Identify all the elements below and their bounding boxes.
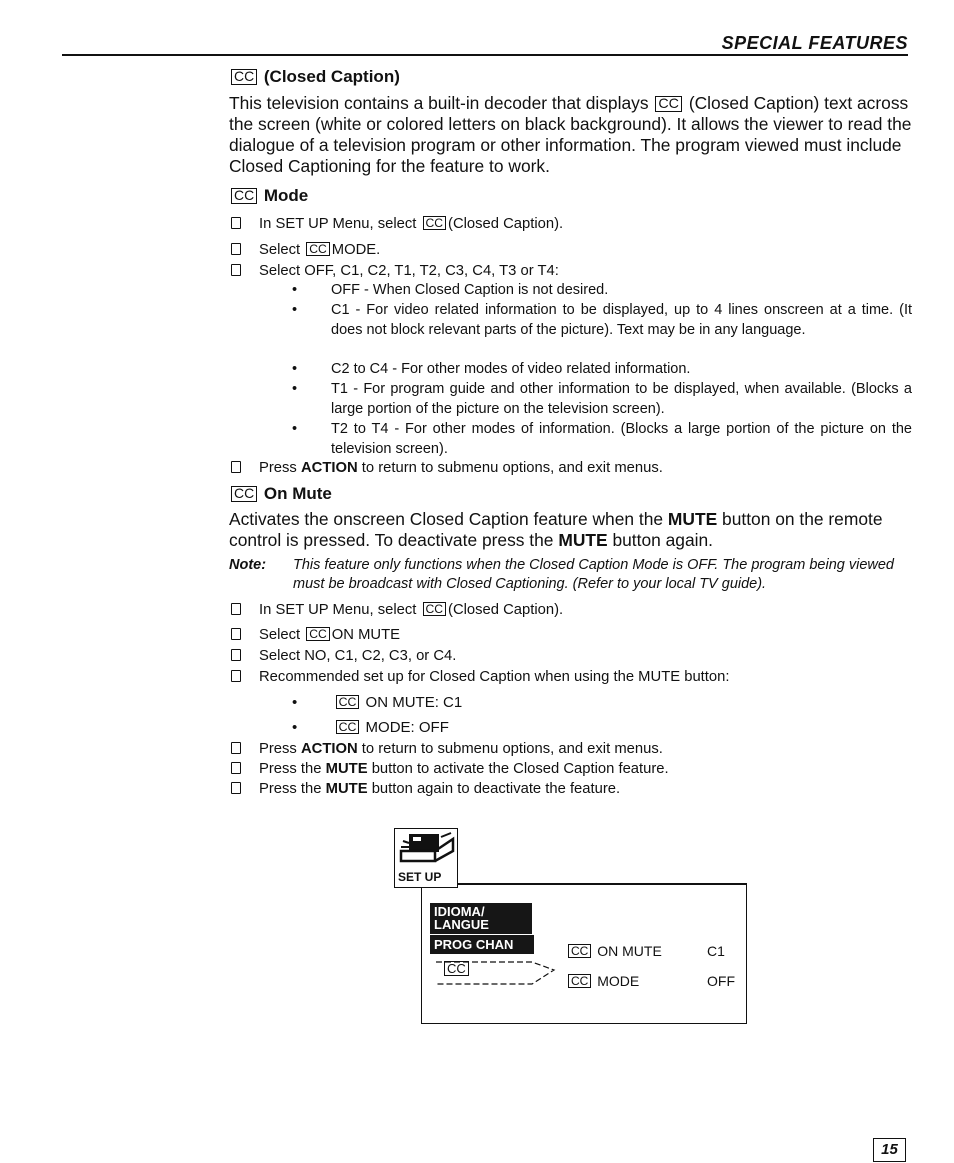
note-label: Note: — [229, 557, 267, 573]
step-text: Select OFF, C1, C2, T1, T2, C3, C4, T3 or T4: — [259, 263, 559, 279]
menu-row-label: ON MUTE — [597, 943, 662, 959]
desc-text: button again. — [612, 530, 714, 550]
cc-icon: CC — [231, 188, 257, 204]
on-mute-step-3 — [231, 646, 456, 666]
mode-step-2 — [231, 240, 380, 260]
step-text: In SET UP Menu, select — [259, 216, 417, 232]
cc-icon: CC — [655, 96, 682, 112]
step-text: (Closed Caption). — [448, 602, 564, 618]
mode-bullet-t2t4 — [292, 420, 912, 459]
rec-text: ON MUTE: C1 — [365, 694, 463, 711]
step-text: Select — [259, 627, 301, 643]
step-text: to return to submenu options, and exit menus. — [361, 741, 663, 757]
on-mute-step-4 — [231, 667, 729, 687]
setup-label: SET UP — [398, 870, 442, 884]
step-bold: MUTE — [325, 781, 368, 797]
checkbox-icon — [231, 243, 241, 255]
cc-icon: CC — [231, 69, 257, 85]
intro-text-a: This television contains a built-in decoder that displays — [229, 93, 649, 113]
on-mute-heading — [229, 484, 332, 504]
mode-bullet-c1 — [292, 301, 912, 340]
checkbox-icon — [231, 649, 241, 661]
desc-bold: MUTE — [667, 509, 718, 529]
checkbox-icon — [231, 264, 241, 276]
menu-row-on-mute-value: C1 — [707, 943, 725, 959]
mode-bullet-t1 — [292, 380, 912, 419]
step-text: to return to submenu options, and exit menus. — [361, 460, 663, 476]
cc-icon: CC — [306, 627, 330, 641]
step-text: (Closed Caption). — [448, 216, 564, 232]
menu-row-mode-value: OFF — [707, 973, 735, 989]
step-text: In SET UP Menu, select — [259, 602, 417, 618]
bullet-icon: • — [292, 694, 298, 711]
step-bold: ACTION — [300, 460, 358, 476]
step-bold: ACTION — [300, 741, 358, 757]
step-text: ON MUTE — [331, 627, 400, 643]
step-text: button to activate the Closed Caption feature. — [371, 761, 669, 777]
bullet-text: C2 to C4 - For other modes of video related information. — [331, 361, 691, 377]
section-title: SPECIAL FEATURES — [721, 33, 908, 53]
checkbox-icon — [231, 603, 241, 615]
bullet-icon: • — [292, 361, 298, 377]
menu-row-mode[interactable] — [566, 973, 639, 989]
desc-text: Activates the onscreen Closed Caption feature when the — [229, 509, 664, 529]
on-mute-step-6 — [231, 759, 669, 779]
cc-icon: CC — [336, 695, 360, 709]
menu-item-language[interactable] — [430, 903, 532, 934]
step-text: Press — [259, 741, 297, 757]
step-text: MODE. — [331, 242, 381, 258]
step-text: Recommended set up for Closed Caption when using the MUTE button: — [259, 669, 730, 685]
closed-caption-intro — [229, 93, 912, 177]
cc-icon: CC — [231, 486, 257, 502]
bullet-icon: • — [292, 302, 298, 318]
bullet-text: C1 - For video related information to be displayed, up to 4 lines onscreen at a time. (It does not block relevant parts of the picture). Text may be in any language. — [331, 302, 912, 338]
on-mute-step-1 — [231, 600, 563, 620]
on-mute-step-7 — [231, 779, 620, 799]
toolbox-icon — [395, 829, 457, 869]
on-mute-heading-text: On Mute — [263, 484, 332, 503]
checkbox-icon — [231, 670, 241, 682]
mode-step-1 — [231, 214, 563, 234]
on-mute-description — [229, 509, 912, 551]
step-text: Press the — [259, 781, 322, 797]
checkbox-icon — [231, 461, 241, 473]
recommended-on-mute — [292, 693, 462, 713]
mode-step-3 — [231, 261, 559, 281]
cc-icon: CC — [568, 944, 591, 958]
on-mute-step-2 — [231, 625, 400, 645]
header-rule — [62, 54, 908, 56]
bullet-icon: • — [292, 421, 298, 437]
mode-heading — [229, 186, 308, 206]
checkbox-icon — [231, 628, 241, 640]
cc-icon: CC — [423, 216, 447, 230]
step-text: button again to deactivate the feature. — [371, 781, 621, 797]
bullet-icon: • — [292, 282, 298, 298]
menu-item-cc-selected[interactable] — [434, 958, 560, 986]
mode-bullet-off — [292, 281, 912, 301]
menu-item-prog-chan[interactable]: PROG CHAN — [430, 935, 534, 954]
closed-caption-heading-text: (Closed Caption) — [263, 67, 400, 86]
step-text: Select — [259, 242, 301, 258]
step-text: Select NO, C1, C2, C3, or C4. — [259, 648, 457, 664]
closed-caption-heading — [229, 67, 400, 87]
checkbox-icon — [231, 217, 241, 229]
rec-text: MODE: OFF — [365, 719, 449, 736]
note-text: This feature only functions when the Closed Caption Mode is OFF. The program being viewed must be broadcast with Closed Captioning. (Refer to your local TV guide). — [293, 557, 894, 592]
bullet-icon: • — [292, 381, 298, 397]
bullet-text: OFF - When Closed Caption is not desired. — [331, 282, 609, 298]
menu-item-language-line1: IDIOMA/ — [434, 904, 485, 919]
cc-icon: CC — [336, 720, 360, 734]
bullet-text: T1 - For program guide and other information to be displayed, when available. (Blocks a large portion of the picture on the television screen). — [331, 381, 912, 417]
page-number: 15 — [873, 1138, 906, 1162]
mode-step-action — [231, 458, 663, 478]
cc-icon: CC — [306, 242, 330, 256]
desc-bold: MUTE — [558, 530, 608, 550]
on-mute-note — [229, 556, 912, 594]
checkbox-icon — [231, 762, 241, 774]
mode-bullet-c2c4 — [292, 360, 912, 380]
menu-row-on-mute[interactable] — [566, 943, 662, 959]
step-text: Press — [259, 460, 297, 476]
step-text: Press the — [259, 761, 322, 777]
cc-icon: CC — [568, 974, 591, 988]
step-bold: MUTE — [325, 761, 368, 777]
intro-text-b: (Closed Caption) text across the screen (white or colored letters on black background). It allows the viewer to read the dialogue of a television program or other information. The program viewed must include Closed Captioning for the feature to work. — [229, 93, 912, 176]
cc-icon: CC — [423, 602, 447, 616]
menu-row-label: MODE — [597, 973, 640, 989]
bullet-text: T2 to T4 - For other modes of information. (Blocks a large portion of the picture on the television screen). — [331, 421, 912, 457]
desc-text: button on the remote control is pressed. To deactivate press the — [229, 509, 883, 550]
menu-item-language-line2: LANGUE — [434, 917, 489, 932]
checkbox-icon — [231, 782, 241, 794]
checkbox-icon — [231, 742, 241, 754]
cc-icon: CC — [444, 961, 469, 976]
recommended-mode — [292, 718, 449, 738]
bullet-icon: • — [292, 719, 298, 736]
mode-heading-text: Mode — [263, 186, 309, 205]
on-mute-step-5 — [231, 739, 663, 759]
